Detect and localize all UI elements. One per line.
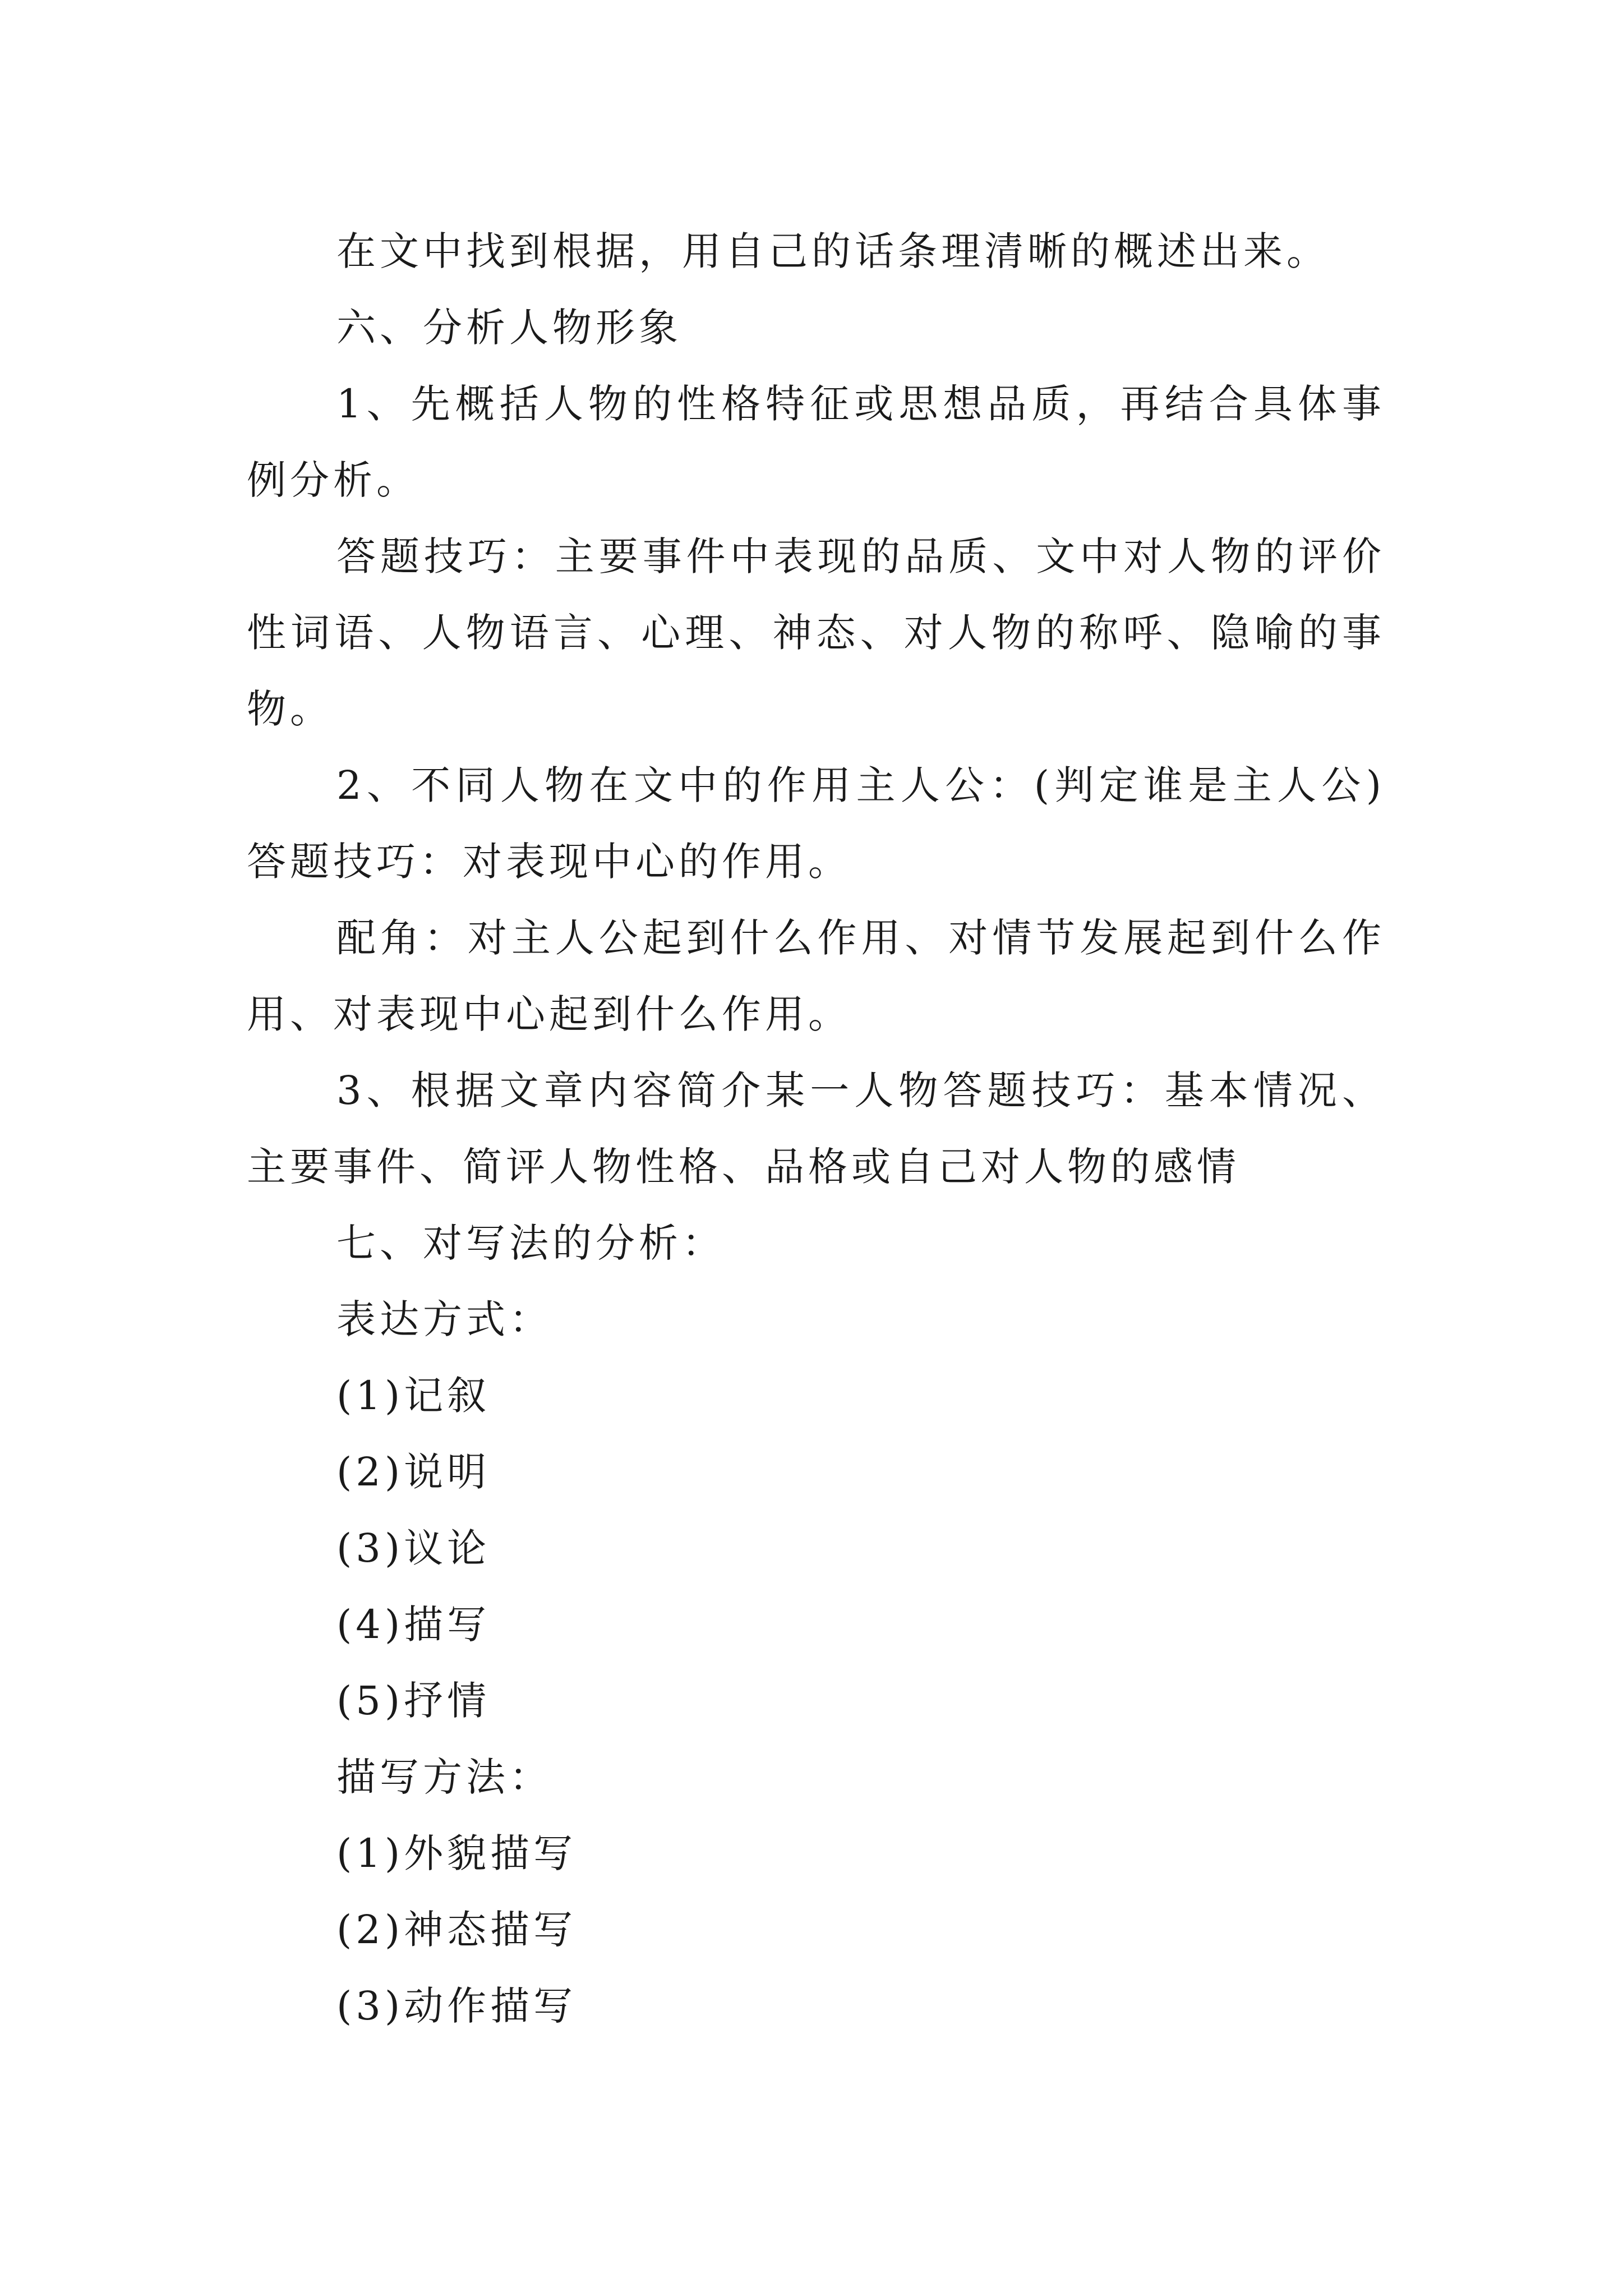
list-item: (4)描写: [336, 1602, 491, 1648]
list-item: (3)动作描写: [336, 1983, 577, 2029]
paragraph: 2、不同人物在文中的作用主人公：(判定谁是主人公)答题技巧：对表现中心的作用。: [247, 762, 1385, 885]
list-item: (2)神态描写: [336, 1907, 577, 1953]
paragraph: 答题技巧：主要事件中表现的品质、文中对人物的评价性词语、人物语言、心理、神态、对人物的称呼、隐喻的事物。: [247, 533, 1385, 732]
list-item: (3)议论: [336, 1525, 491, 1571]
paragraph: 配角：对主人公起到什么作用、对情节发展起到什么作用、对表现中心起到什么作用。: [247, 915, 1385, 1037]
paragraph: 1、先概括人物的性格特征或思想品质，再结合具体事例分析。: [247, 381, 1385, 503]
subheading-expression-modes: 表达方式：: [336, 1296, 552, 1342]
list-item: (1)记叙: [336, 1373, 491, 1419]
list-item: (5)抒情: [336, 1678, 491, 1724]
section-heading-seven: 七、对写法的分析：: [336, 1220, 725, 1266]
paragraph: 3、根据文章内容简介某一人物答题技巧：基本情况、主要事件、简评人物性格、品格或自己对人物的感情: [247, 1068, 1385, 1190]
list-item: (2)说明: [336, 1449, 491, 1495]
list-item: (1)外貌描写: [336, 1830, 577, 1876]
subheading-description-methods: 描写方法：: [336, 1754, 552, 1800]
section-heading-six: 六、分析人物形象: [336, 305, 682, 351]
document-body: [247, 213, 1385, 2044]
paragraph: 在文中找到根据，用自己的话条理清晰的概述出来。: [336, 228, 1330, 274]
